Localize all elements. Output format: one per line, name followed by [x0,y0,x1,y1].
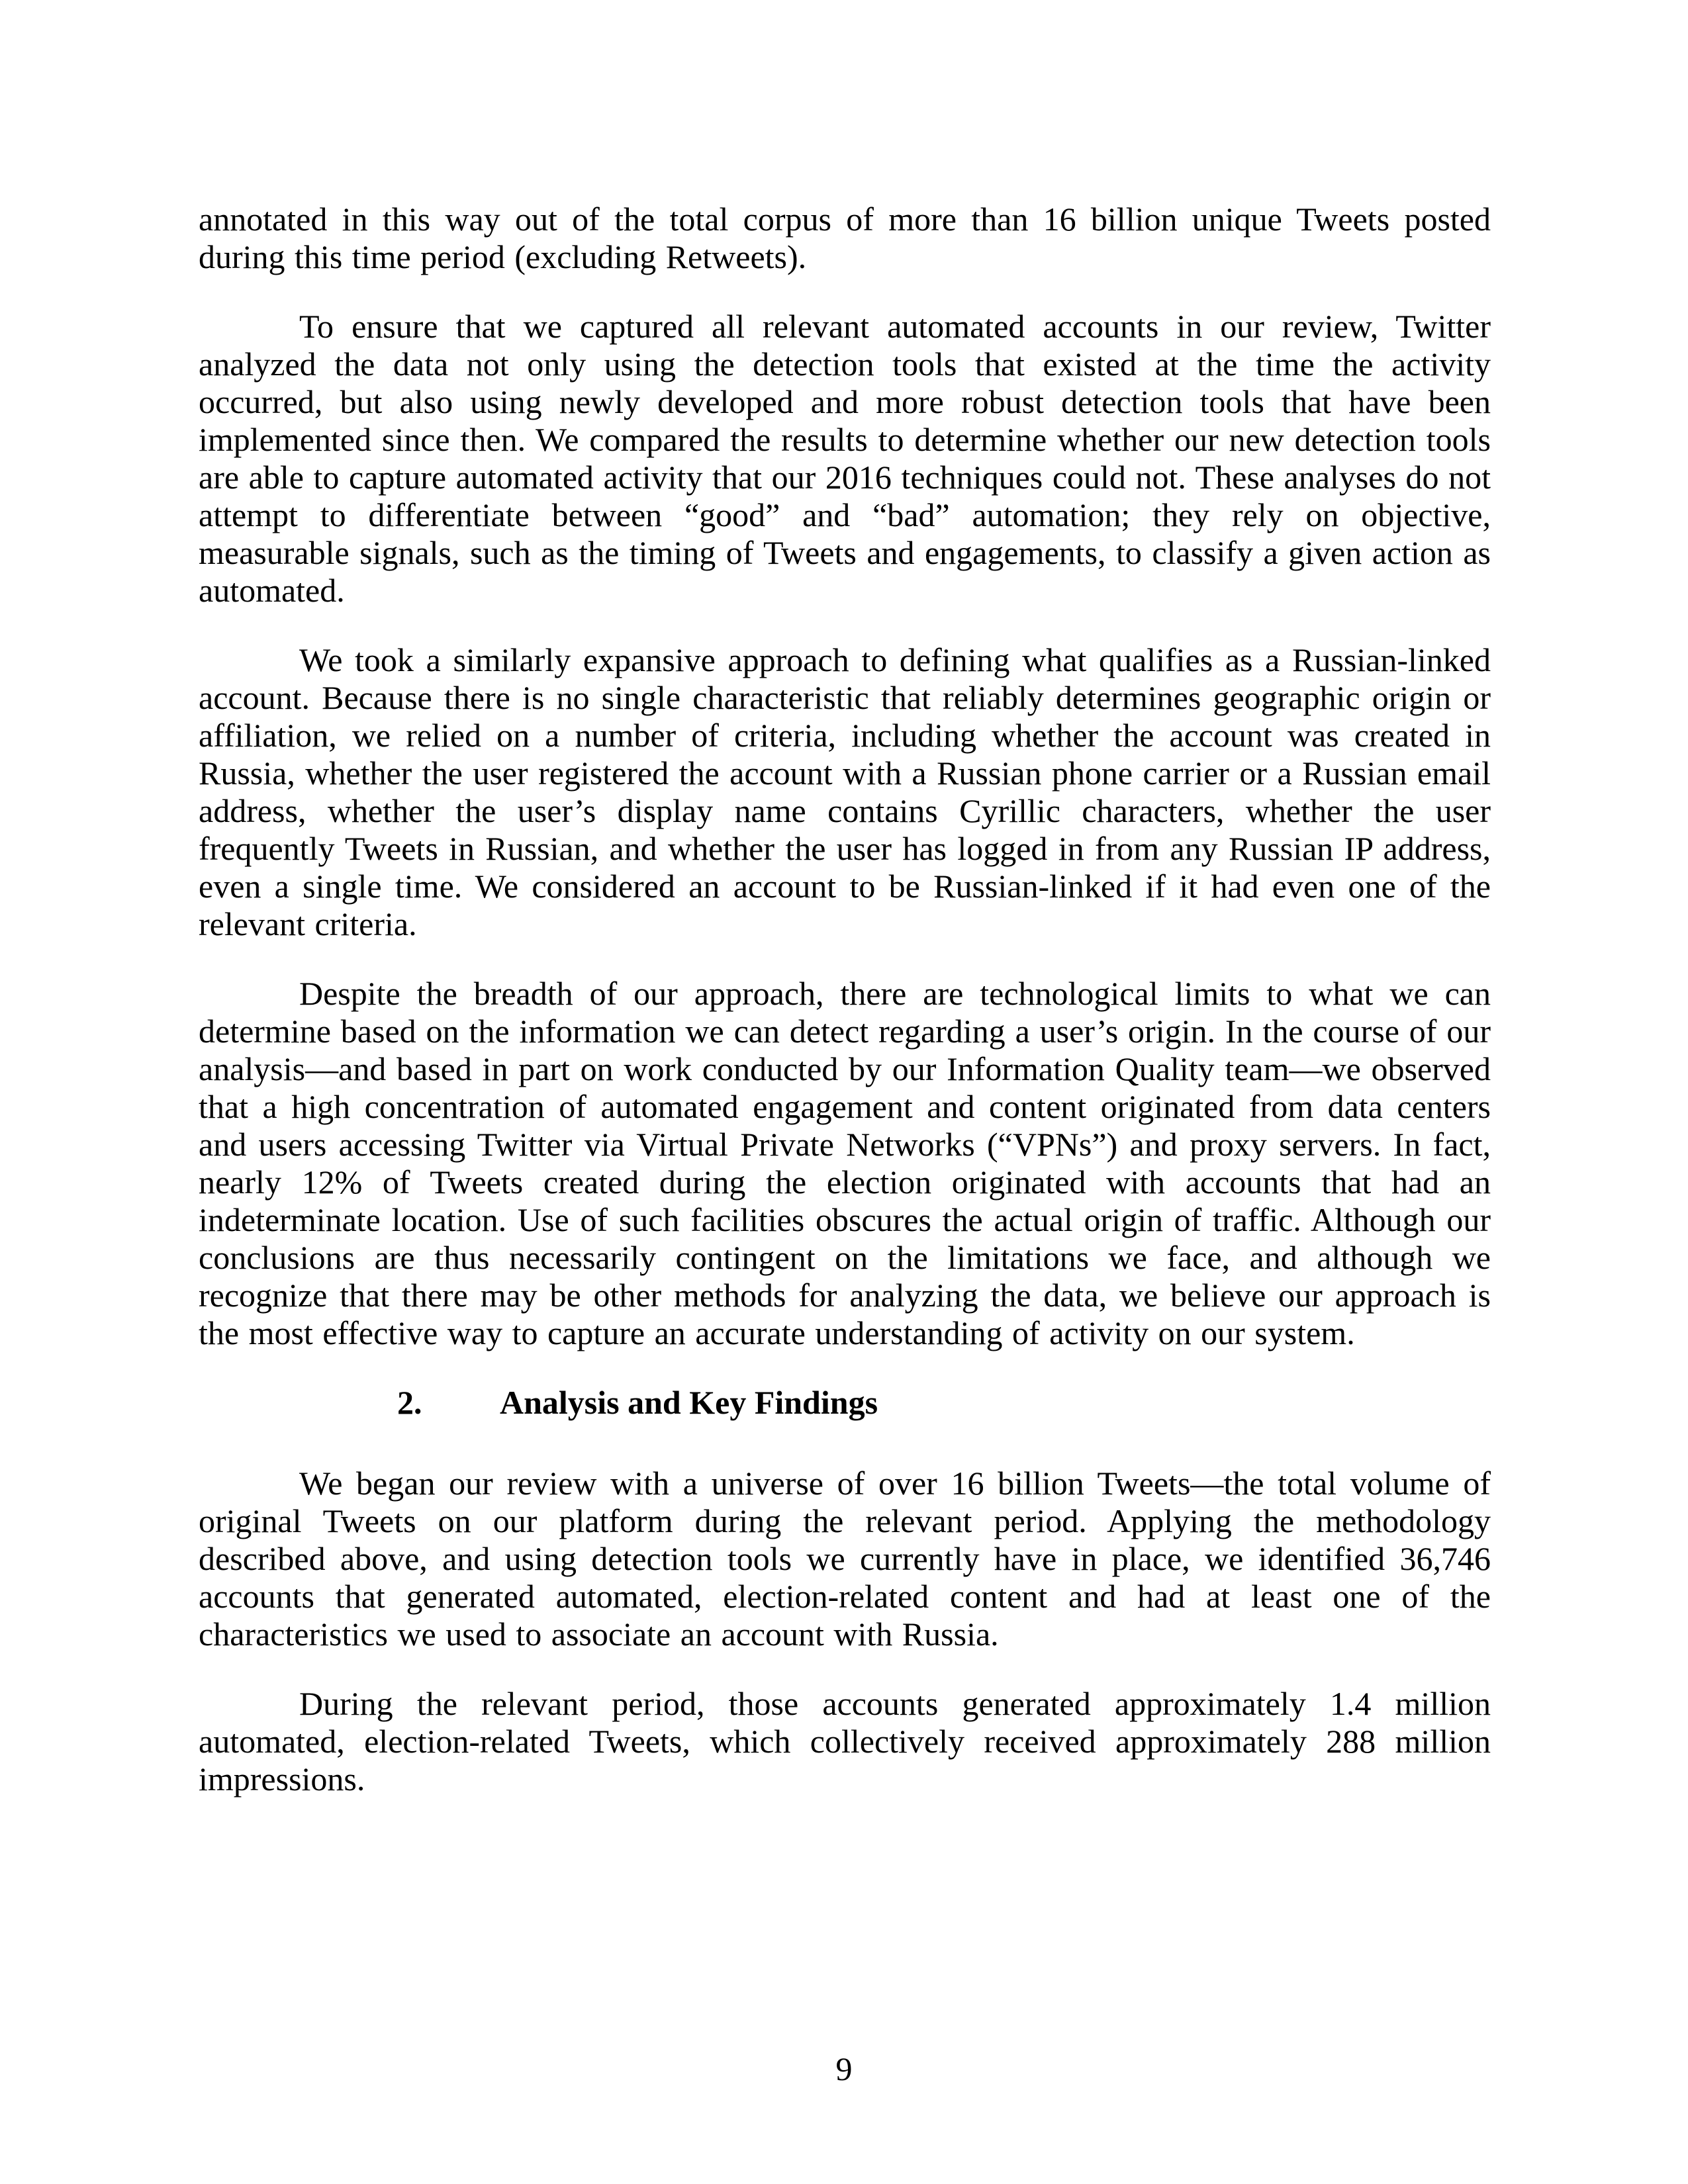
page-number: 9 [835,2050,853,2087]
section-heading [199,1384,1491,1422]
section-heading-number: 2. [397,1384,422,1421]
paragraph-review-universe: We began our review with a universe of over 16 billion Tweets—the total volume of original Tweets on our platform during the relevant period. Applying the methodology described above, and using detection tools we currently have in place, we identified 36,746 accounts that generated automated, election-related content and had at least one of the characteristics we used to associate an account with Russia. [199,1465,1491,1653]
paragraph-russian-linked-criteria: We took a similarly expansive approach to defining what qualifies as a Russian-linked account. Because there is no single characteristic that reliably determines geographic origin or affiliation, we relied on a number of criteria, including whether the account was created in Russia, whether the user registered the account with a Russian phone carrier or a Russian email address, whether the user’s display name contains Cyrillic characters, whether the user frequently Tweets in Russian, and whether the user has logged in from any Russian IP address, even a single time. We considered an account to be Russian-linked if it had even one of the relevant criteria. [199,641,1491,942]
section-heading-title: Analysis and Key Findings [500,1384,878,1421]
paragraph-technological-limits: Despite the breadth of our approach, there are technological limits to what we can determine based on the information we can detect regarding a user’s origin. In the course of our analysis—and based in part on work conducted by our Information Quality team—we observed that a high concentration of automated engagement and content originated from data centers and users accessing Twitter via Virtual Private Networks (“VPNs”) and proxy servers. In fact, nearly 12% of Tweets created during the election originated with accounts that had an indeterminate location. Use of such facilities obscures the actual origin of traffic. Although our conclusions are thus necessarily contingent on the limitations we face, and although we recognize that there may be other methods for analyzing the data, we believe our approach is the most effective way to capture an accurate understanding of activity on our system. [199,975,1491,1351]
page-body-text [199,201,1491,1830]
paragraph-corpus-continuation: annotated in this way out of the total corpus of more than 16 billion unique Tweets posted during this time period (excluding Retweets). [199,201,1491,275]
paragraph-automated-tweets-impressions: During the relevant period, those accounts generated approximately 1.4 million automated, election-related Tweets, which collectively received approximately 288 million impressions. [199,1685,1491,1797]
paragraph-detection-tools: To ensure that we captured all relevant automated accounts in our review, Twitter analyzed the data not only using the detection tools that existed at the time the activity occurred, but also using newly developed and more robust detection tools that have been implemented since then. We compared the results to determine whether our new detection tools are able to capture automated activity that our 2016 techniques could not. These analyses do not attempt to differentiate between “good” and “bad” automation; they rely on objective, measurable signals, such as the timing of Tweets and engagements, to classify a given action as automated. [199,308,1491,609]
